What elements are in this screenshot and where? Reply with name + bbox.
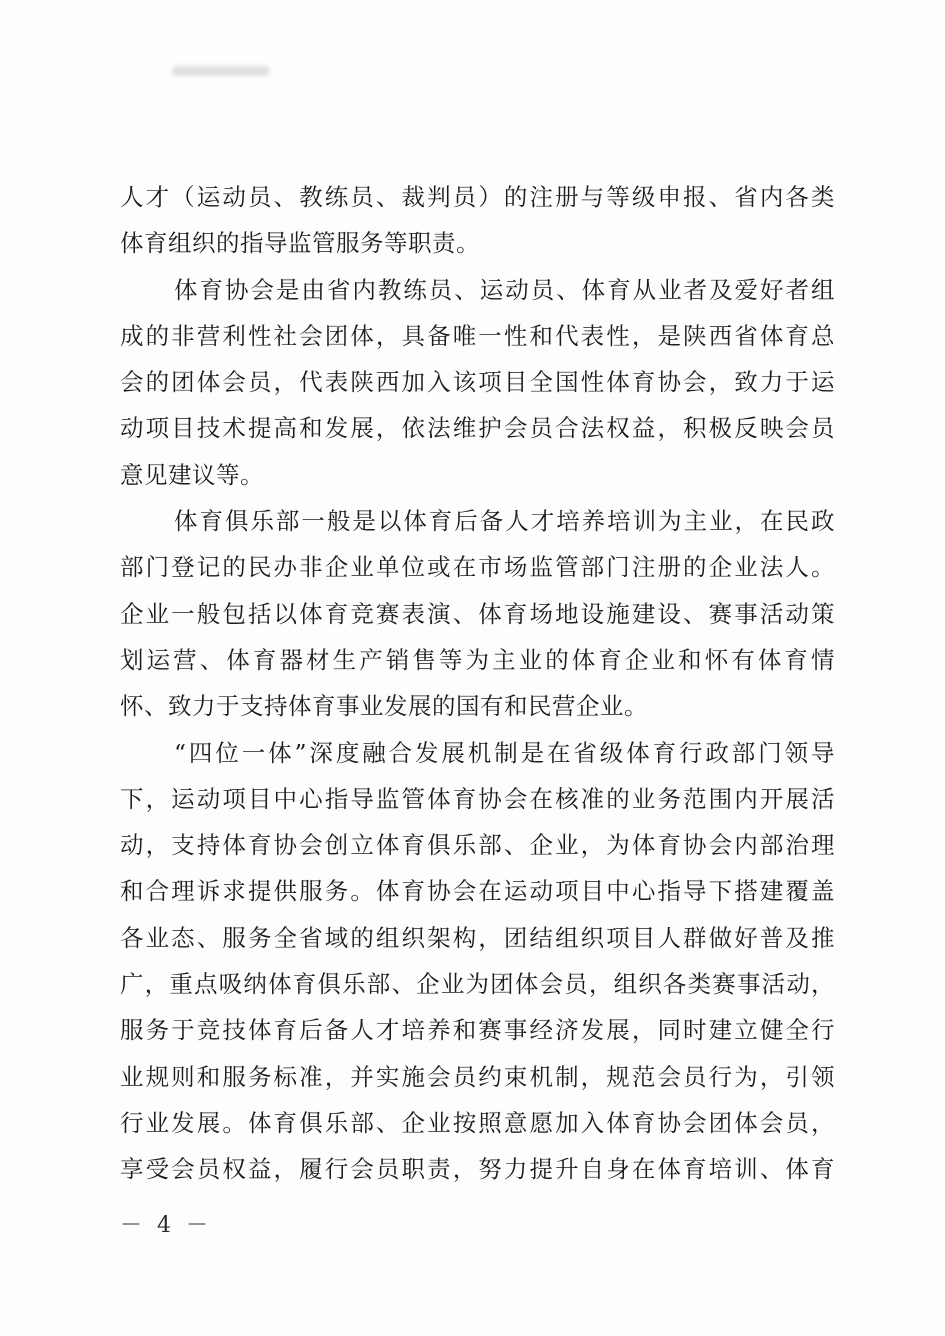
paragraph-start-line: 体育协会是由省内教练员、运动员、体育从业者及爱好者组 [174, 275, 835, 304]
paragraph-start-line: “四位一体”深度融合发展机制是在省级体育行政部门领导 [174, 738, 835, 767]
text-line: 体育组织的指导监管服务等职责。 [120, 229, 480, 258]
paragraph-start-line: 体育俱乐部一般是以体育后备人才培养培训为主业，在民政 [174, 507, 835, 536]
text-line: 划运营、体育器材生产销售等为主业的体育企业和怀有体育情 [120, 645, 835, 674]
scan-smudge [172, 66, 270, 76]
text-line: 广，重点吸纳体育俱乐部、企业为团体会员，组织各类赛事活动， [120, 970, 835, 999]
text-line: 行业发展。体育俱乐部、企业按照意愿加入体育协会团体会员， [120, 1108, 835, 1137]
text-line: 享受会员权益，履行会员职责，努力提升自身在体育培训、体育 [120, 1155, 835, 1184]
text-line: 成的非营利性社会团体，具备唯一性和代表性，是陕西省体育总 [120, 321, 835, 350]
body-text [120, 174, 835, 1193]
text-line: 下，运动项目中心指导监管体育协会在核准的业务范围内开展活 [120, 784, 835, 813]
text-line: 业规则和服务标准，并实施会员约束机制，规范会员行为，引领 [120, 1062, 835, 1091]
text-line: 意见建议等。 [120, 460, 264, 489]
text-line: 动，支持体育协会创立体育俱乐部、企业，为体育协会内部治理 [120, 831, 835, 860]
text-line: 怀、致力于支持体育事业发展的国有和民营企业。 [120, 692, 648, 721]
text-line: 动项目技术提高和发展，依法维护会员合法权益，积极反映会员 [120, 414, 835, 443]
page-number: － 4 － [120, 1213, 212, 1238]
text-line: 会的团体会员，代表陕西加入该项目全国性体育协会，致力于运 [120, 368, 835, 397]
text-line: 企业一般包括以体育竞赛表演、体育场地设施建设、赛事活动策 [120, 599, 835, 628]
text-line: 和合理诉求提供服务。体育协会在运动项目中心指导下搭建覆盖 [120, 877, 835, 906]
text-line: 服务于竞技体育后备人才培养和赛事经济发展，同时建立健全行 [120, 1016, 835, 1045]
text-line: 部门登记的民办非企业单位或在市场监管部门注册的企业法人。 [120, 553, 835, 582]
text-line: 各业态、服务全省域的组织架构，团结组织项目人群做好普及推 [120, 923, 835, 952]
text-line: 人才（运动员、教练员、裁判员）的注册与等级申报、省内各类 [120, 183, 835, 211]
